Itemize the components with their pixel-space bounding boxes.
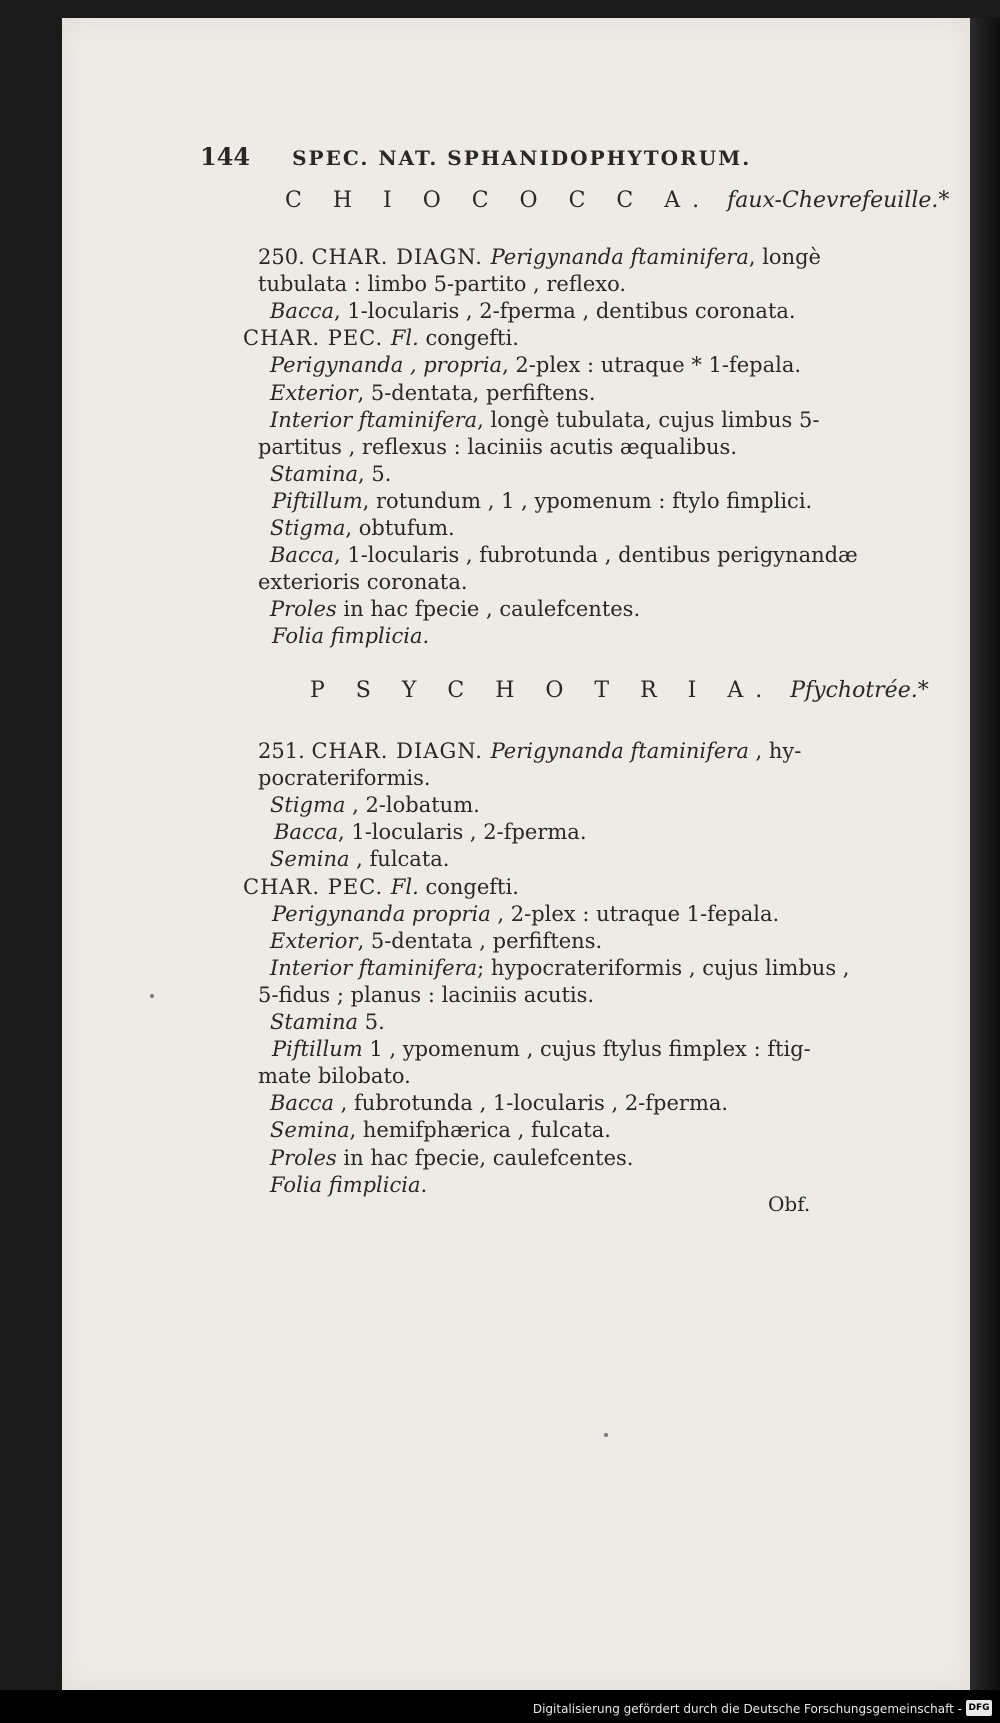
italic-term: Bacca xyxy=(274,820,338,845)
line-text: , 1-locularis , fubrotunda , dentibus perigynandæ xyxy=(334,543,858,568)
italic-term: Proles xyxy=(270,597,337,622)
genus-heading-psychotria xyxy=(310,678,929,703)
line-text: 5-fidus ; planus : laciniis acutis. xyxy=(258,982,595,1007)
text-line xyxy=(258,243,821,272)
text-line xyxy=(272,622,429,651)
character-label: CHAR. PEC. xyxy=(243,874,391,899)
line-text: partitus , reflexus : laciniis acutis æqualibus. xyxy=(258,434,738,459)
line-text: ; hypocrateriformis , cujus limbus , xyxy=(477,955,850,980)
italic-term: Interior ftaminifera xyxy=(270,407,478,432)
genus-name: P S Y C H O T R I A. xyxy=(310,678,775,703)
text-line xyxy=(270,927,602,956)
italic-term: Exterior xyxy=(270,928,358,953)
line-text: , rotundum , 1 , ypomenum : ftylo fimplici. xyxy=(362,488,813,513)
running-title: SPEC. NAT. SPHANIDOPHYTORUM. xyxy=(292,146,752,170)
line-text: 1 , ypomenum , cujus ftylus fimplex : ftig- xyxy=(362,1037,811,1062)
italic-term: Stigma xyxy=(270,516,346,540)
text-line xyxy=(270,791,480,820)
character-label: CHAR. PEC. xyxy=(243,326,391,351)
text-line xyxy=(272,900,779,929)
line-text: , 2-plex : utraque 1-fepala. xyxy=(490,901,780,926)
text-line xyxy=(270,297,796,326)
line-text: , hy- xyxy=(748,739,802,763)
vernacular-name: Pfychotrée.* xyxy=(790,678,929,703)
text-line xyxy=(270,1089,728,1118)
line-text: exterioris coronata. xyxy=(258,570,468,595)
italic-term: Perigynanda , propria xyxy=(270,353,503,378)
text-line xyxy=(258,764,431,793)
text-line xyxy=(272,487,812,516)
text-line xyxy=(270,514,455,543)
page-edge-shadow xyxy=(970,18,1000,1690)
italic-term: Perigynanda ftaminifera xyxy=(490,245,749,269)
italic-term: Exterior xyxy=(270,380,358,405)
italic-term: Semina xyxy=(270,1118,350,1143)
article-number: 251. xyxy=(258,739,312,763)
text-line xyxy=(258,568,468,597)
italic-term: Stigma xyxy=(270,793,346,818)
text-line xyxy=(270,351,801,380)
line-text: , 2-lobatum. xyxy=(345,793,480,818)
line-text: , 5-dentata , perfiftens. xyxy=(357,928,603,953)
italic-term: Fl. xyxy=(390,326,419,351)
text-line xyxy=(270,379,596,408)
text-line xyxy=(270,1144,633,1173)
text-line xyxy=(270,595,640,624)
line-text: , fulcata. xyxy=(349,847,450,872)
line-text: , 2-plex : utraque * 1-fepala. xyxy=(502,353,802,378)
line-text: mate bilobato. xyxy=(258,1064,411,1089)
italic-term: Bacca xyxy=(270,299,334,324)
italic-term: Proles xyxy=(270,1145,337,1170)
italic-term: Interior ftaminifera xyxy=(270,955,478,980)
running-head xyxy=(200,142,751,171)
italic-term: Folia fimplicia xyxy=(270,1172,421,1197)
catchword: Obf. xyxy=(768,1192,811,1216)
line-text: , 1-locularis , 2-fperma , dentibus coronata. xyxy=(334,299,796,324)
line-text: , fubrotunda , 1-locularis , 2-fperma. xyxy=(334,1091,729,1116)
line-text: in hac fpecie , caulefcentes. xyxy=(336,597,641,622)
footer-credit: Digitalisierung gefördert durch die Deutsche Forschungsgemeinschaft - xyxy=(532,1702,962,1716)
character-label: CHAR. DIAGN. xyxy=(311,245,491,269)
italic-term: Stamina xyxy=(270,461,359,486)
line-text: , obtufum. xyxy=(345,516,455,540)
italic-term: Perigynanda ftaminifera xyxy=(490,739,749,763)
italic-term: Bacca xyxy=(270,543,334,568)
text-line xyxy=(270,541,858,570)
line-text: , hemifphærica , fulcata. xyxy=(349,1118,611,1143)
genus-name: C H I O C O C C A. xyxy=(285,188,712,213)
italic-term: Folia fimplicia. xyxy=(272,624,430,649)
line-text: , 5. xyxy=(358,461,392,486)
italic-term: Piftillum xyxy=(272,1037,363,1062)
line-text: . xyxy=(420,1172,428,1197)
italic-term: Bacca xyxy=(270,1091,334,1116)
text-line xyxy=(270,460,391,489)
text-line xyxy=(243,324,519,353)
line-text: congefti. xyxy=(418,326,519,351)
article-number: 250. xyxy=(258,245,312,269)
text-line xyxy=(258,270,626,299)
text-line xyxy=(272,1035,811,1064)
italic-term: Stamina xyxy=(270,1010,359,1034)
text-line xyxy=(270,1116,611,1145)
line-text: , 5-dentata, perfiftens. xyxy=(357,380,596,405)
text-line xyxy=(270,1008,385,1037)
line-text: in hac fpecie, caulefcentes. xyxy=(336,1145,634,1170)
line-text: , 1-locularis , 2-fperma. xyxy=(338,820,587,845)
genus-heading-chiococca xyxy=(285,188,949,213)
text-line xyxy=(258,981,594,1010)
line-text: congefti. xyxy=(418,874,519,899)
line-text: , longè tubulata, cujus limbus 5- xyxy=(477,407,820,432)
vernacular-name: faux-Chevrefeuille.* xyxy=(727,188,950,213)
text-line xyxy=(270,1171,427,1200)
line-text: , longè xyxy=(748,245,821,269)
page-number: 144 xyxy=(200,142,251,171)
ink-speck xyxy=(604,1433,608,1437)
text-line xyxy=(243,873,519,902)
line-text: pocrateriformis. xyxy=(258,766,431,791)
text-line xyxy=(270,845,449,874)
text-line xyxy=(274,818,587,847)
italic-term: Semina xyxy=(270,847,350,872)
text-line xyxy=(270,406,819,435)
italic-term: Piftillum xyxy=(272,488,363,513)
line-text: tubulata : limbo 5-partito , reflexo. xyxy=(258,272,627,297)
dfg-logo-icon: DFG xyxy=(966,1700,992,1716)
text-line xyxy=(258,737,801,766)
text-line xyxy=(258,433,737,462)
italic-term: Fl. xyxy=(390,874,419,899)
character-label: CHAR. DIAGN. xyxy=(311,739,491,763)
ink-speck xyxy=(150,994,154,998)
line-text: 5. xyxy=(358,1010,385,1034)
text-line xyxy=(258,1062,411,1091)
text-line xyxy=(270,954,849,983)
italic-term: Perigynanda propria xyxy=(272,901,491,926)
